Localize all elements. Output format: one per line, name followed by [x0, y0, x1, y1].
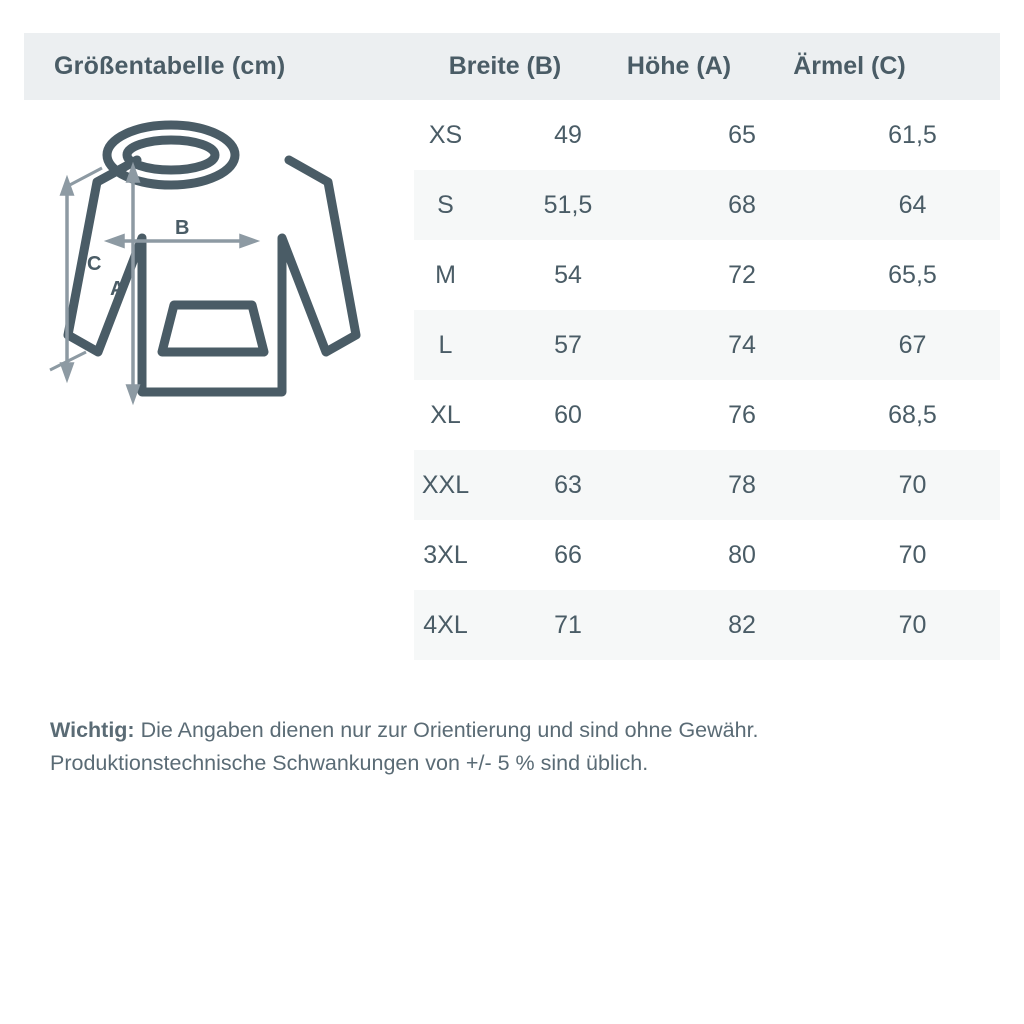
cell-size: M — [435, 260, 456, 289]
cell-height: 72 — [728, 260, 756, 289]
cell-size: XL — [430, 400, 461, 429]
cell-sleeve: 70 — [898, 540, 927, 569]
cell-size: 3XL — [423, 540, 468, 569]
cell-height: 74 — [728, 330, 756, 359]
cell-size: L — [438, 330, 453, 359]
cell-height: 80 — [728, 540, 756, 569]
table-row — [414, 450, 1000, 520]
size-table — [414, 100, 1000, 660]
table-row — [414, 100, 1000, 170]
note-line2: Produktionstechnische Schwankungen von +/- 5 % sind üblich. — [50, 751, 649, 775]
note-line1: Die Angaben dienen nur zur Orientierung und sind ohne Gewähr. — [134, 718, 759, 742]
cell-sleeve: 70 — [898, 470, 927, 499]
label-a: A — [110, 278, 125, 300]
column-header-sleeve: Ärmel (C) — [793, 52, 906, 80]
cell-sleeve: 68,5 — [888, 400, 937, 429]
table-row — [414, 380, 1000, 450]
note-label: Wichtig: — [50, 718, 135, 742]
size-chart-header — [24, 33, 1000, 100]
cell-height: 76 — [728, 400, 756, 429]
table-row — [414, 310, 1000, 380]
cell-height: 68 — [728, 190, 756, 219]
cell-width: 60 — [554, 400, 582, 429]
column-header-width: Breite (B) — [448, 52, 562, 80]
page-title: Größentabelle (cm) — [54, 52, 286, 80]
cell-width: 51,5 — [543, 190, 593, 219]
disclaimer-note — [24, 714, 1000, 780]
cell-size: XS — [428, 120, 463, 149]
cell-width: 57 — [554, 330, 582, 359]
column-header-height: Höhe (A) — [626, 52, 732, 80]
hoodie-icon — [42, 120, 402, 420]
size-chart-body — [24, 100, 1000, 692]
cell-height: 82 — [728, 610, 756, 639]
table-row — [414, 240, 1000, 310]
cell-size: S — [437, 190, 454, 219]
size-chart — [24, 33, 1000, 780]
cell-sleeve: 64 — [898, 190, 927, 219]
cell-height: 65 — [728, 120, 756, 149]
cell-height: 78 — [728, 470, 756, 499]
table-row — [414, 170, 1000, 240]
cell-size: 4XL — [423, 610, 468, 639]
cell-width: 54 — [554, 260, 582, 289]
cell-size: XXL — [421, 470, 470, 499]
table-row — [414, 520, 1000, 590]
hoodie-diagram — [24, 100, 414, 692]
cell-sleeve: 65,5 — [888, 260, 937, 289]
cell-width: 49 — [554, 120, 582, 149]
cell-sleeve: 61,5 — [888, 120, 937, 149]
label-c: C — [87, 253, 102, 275]
label-b: B — [175, 217, 190, 239]
cell-width: 63 — [554, 470, 582, 499]
cell-width: 66 — [554, 540, 582, 569]
cell-sleeve: 70 — [898, 610, 927, 639]
cell-width: 71 — [554, 610, 582, 639]
table-row — [414, 590, 1000, 660]
cell-sleeve: 67 — [898, 330, 927, 359]
